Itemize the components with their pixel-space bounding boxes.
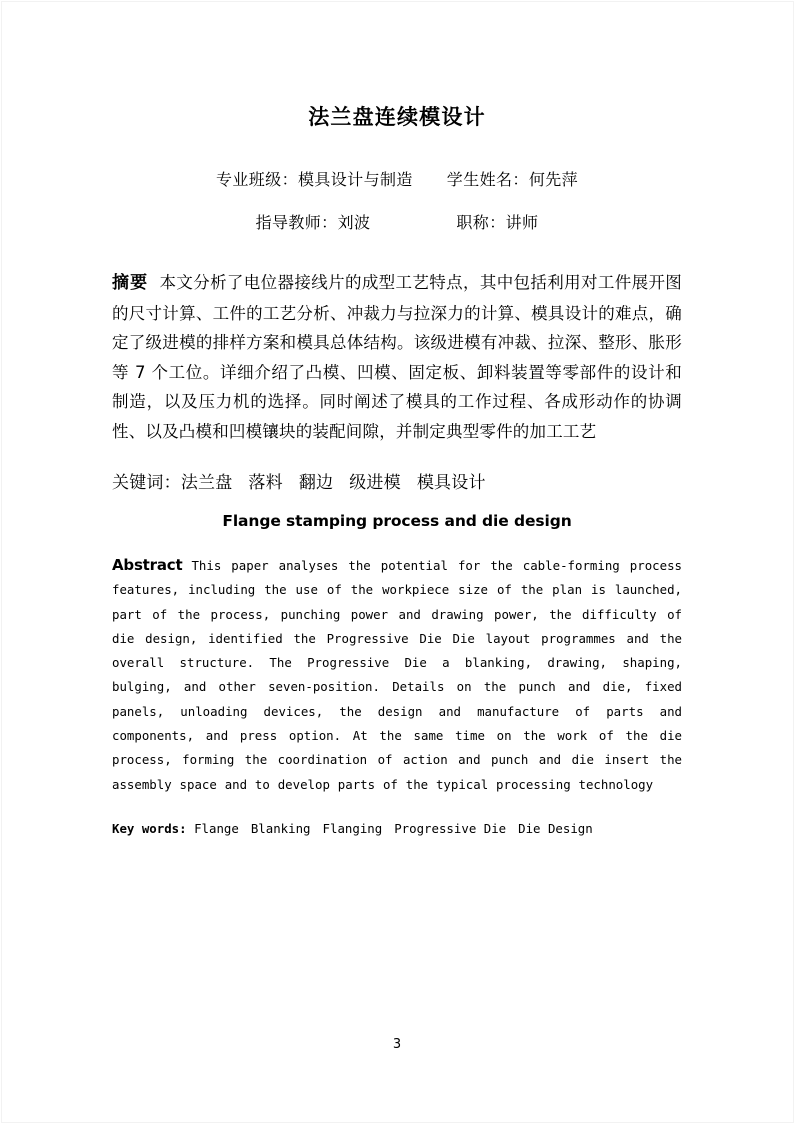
chinese-keyword: 级进模 <box>349 473 401 493</box>
english-title: Flange stamping process and die design <box>222 512 572 530</box>
chinese-keyword: 翻边 <box>298 473 334 493</box>
page-number: 3 <box>392 1037 402 1052</box>
english-keyword: Progressive Die <box>394 820 507 836</box>
english-abstract <box>112 553 682 797</box>
chinese-abstract-label: 摘要 <box>112 273 149 293</box>
meta-line-advisor-rank <box>112 211 682 235</box>
english-abstract-body: This paper analyses the potential for the cable-forming process features, including the use of the workpiece size of the plan is launched, part of the process, punching power and drawing power, the difficulty of die design, identified the Progressive Die Die layout programmes and the overall structure. The Progressive Die a blanking, drawing, shaping, bulging, and other seven-position. Details on the punch and die, fixed panels, unloading devices, the design and manufacture of parts and components, and press option. At the same time on the work of the die process, forming the coordination of action and punch and die insert the assembly space and to develop parts of the typical processing technology <box>112 558 682 792</box>
page-title: 法兰盘连续模设计 <box>308 105 486 129</box>
major-value: 模具设计与制造 <box>297 170 413 189</box>
chinese-keyword: 模具设计 <box>416 473 486 493</box>
english-keyword: Flange <box>194 820 239 836</box>
english-keywords-label: Key words: <box>112 820 187 836</box>
english-keyword: Blanking <box>250 820 311 836</box>
chinese-keywords-label: 关键词： <box>112 473 181 493</box>
chinese-keywords-list <box>181 473 486 493</box>
chinese-abstract-body: 本文分析了电位器接线片的成型工艺特点，其中包括利用对工件展开图的尺寸计算、工件的工艺分析、冲裁力与拉深力的计算、模具设计的难点，确定了级进模的排样方案和模具总体结构。该级进模有冲裁、拉深、整形、胀形等 7 个工位。详细介绍了凸模、凹模、固定板、卸料装置等零部件的设计和制造，以及压力机的选择。同时阐述了模具的工作过程、各成形动作的协调性、以及凸模和凹模镶块的装配间隙，并制定典型零件的加工工艺 <box>112 273 683 441</box>
chinese-keyword: 法兰盘 <box>180 473 233 493</box>
chinese-keyword: 落料 <box>248 473 283 493</box>
rank-value: 讲师 <box>505 213 539 232</box>
student-value: 何先萍 <box>528 170 579 189</box>
meta-line-major-student <box>112 168 682 192</box>
english-keywords-list <box>194 821 593 836</box>
english-keyword: Die Design <box>518 820 593 836</box>
major-label: 专业班级： <box>215 170 298 189</box>
advisor-label: 指导教师： <box>255 213 338 232</box>
english-keywords <box>112 818 682 840</box>
advisor-value: 刘波 <box>337 213 371 232</box>
student-label: 学生姓名： <box>446 170 529 189</box>
english-keyword: Flanging <box>322 820 383 836</box>
chinese-abstract <box>112 268 682 446</box>
english-abstract-label: Abstract <box>112 556 183 574</box>
page-content <box>112 0 682 840</box>
rank-label: 职称： <box>456 213 506 232</box>
chinese-keywords <box>112 470 682 496</box>
